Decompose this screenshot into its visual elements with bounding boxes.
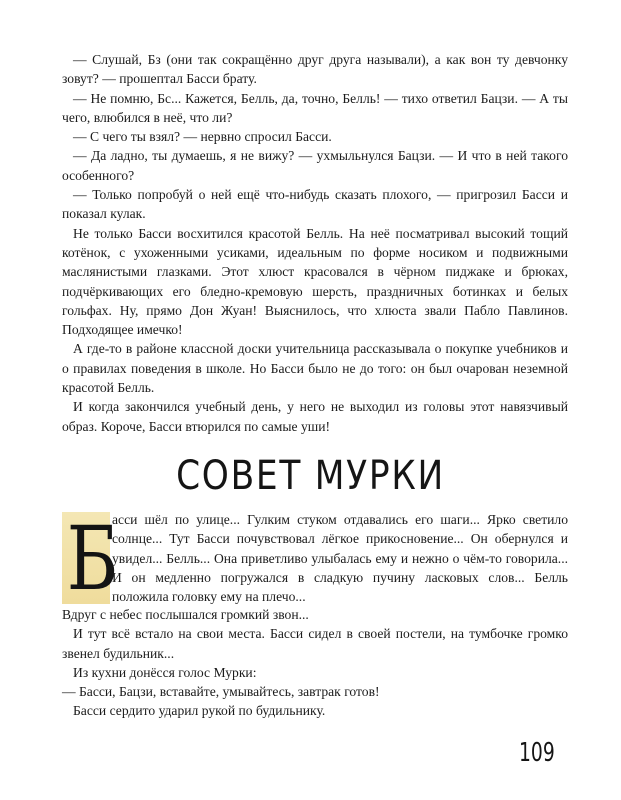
paragraph: — Слушай, Бз (они так сокращённо друг друга называли), а как вон ту девчонку зовут? — прошептал Басси брату.	[62, 52, 568, 87]
paragraph: — С чего ты взял? — нервно спросил Басси.	[73, 129, 332, 145]
chapter-text	[62, 605, 568, 721]
chapter-title: СОВЕТ МУРКИ	[176, 453, 445, 499]
paragraph: И когда закончился учебный день, у него не выходил из головы этот навязчивый образ. Короче, Басси втюрился по самые уши!	[62, 399, 568, 434]
drop-cap-letter: Б	[66, 507, 119, 610]
paragraph: Из кухни донёсся голос Мурки:	[73, 664, 257, 680]
paragraph: Не только Басси восхитился красотой Белль. На неё посматривал высокий тощий котёнок, с ухоженными усиками, идеальным по форме носиком и подвижными маслянистыми глазками. Этот хлюст красовался в чёрном пиджаке и брюках, подчёркивающих его бледно-кремовую шерсть, праздничных ботинках и белых гольфах. Ну, прямо Дон Жуан! Выяснилось, что хлюста звали Пабло Павлинов. Подходящее имечко!	[62, 225, 568, 338]
paragraph: И тут всё встало на свои места. Басси сидел в своей постели, на тумбочке громко звенел будильник...	[62, 626, 568, 661]
paragraph: — Да ладно, ты думаешь, я не вижу? — ухмыльнулся Бацзи. — И что в ней такого особенного?	[62, 148, 568, 183]
paragraph: Вдруг с небес послышался громкий звон...	[62, 607, 309, 622]
drop-cap	[62, 507, 119, 610]
paragraph: — Только попробуй о ней ещё что-нибудь сказать плохого, — пригрозил Басси и показал кулак.	[62, 187, 568, 222]
paragraph: Басси сердито ударил рукой по будильнику.	[73, 703, 326, 719]
body-text	[62, 50, 568, 436]
paragraph: — Не помню, Бс... Кажется, Белль, да, точно, Белль! — тихо ответил Бацзи. — А ты чего, влюбился в неё, что ли?	[62, 90, 568, 125]
paragraph: асси шёл по улице... Гулким стуком отдавались его шаги... Ярко светило солнце... Тут Басси почувствовал лёгкое прикосновение... Он обернулся и увидел... Белль... Она приветливо улыбалась ему и нежно о чём-то говорила... И он медленно погружался в сладкую пучину ласковых слов... Белль положила головку ему на плечо...	[112, 512, 568, 605]
paragraph: А где-то в районе классной доски учительница рассказывала о покупке учебников и о правилах поведения в школе. Но Басси было не до того: он был очарован неземной красотой Белль.	[62, 341, 568, 396]
drop-cap-paragraph	[112, 510, 568, 606]
paragraph: — Басси, Бацзи, вставайте, умывайтесь, завтрак готов!	[62, 684, 380, 700]
page-number: 109	[519, 738, 555, 768]
